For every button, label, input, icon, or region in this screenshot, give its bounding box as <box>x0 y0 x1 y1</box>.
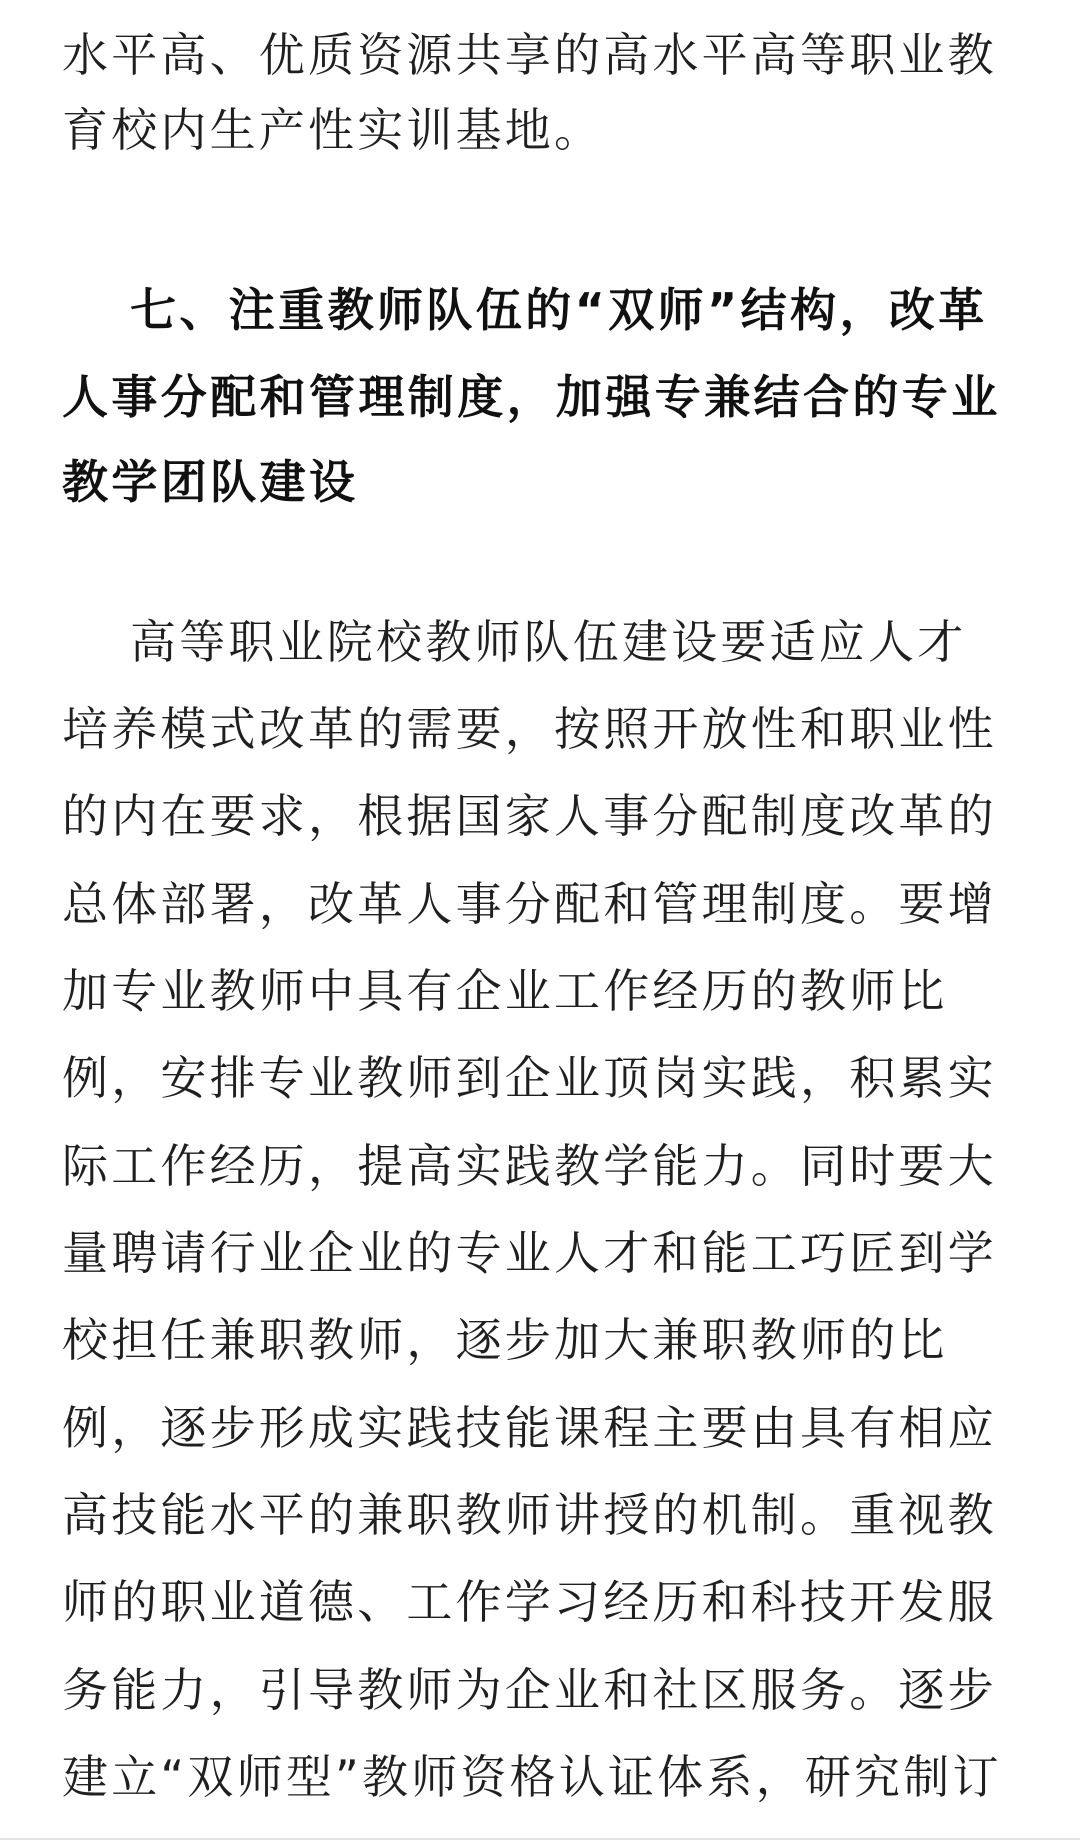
text-line: 际工作经历，提高实践教学能力。同时要大 <box>62 1139 997 1193</box>
text-line: 的内在要求，根据国家人事分配制度改革的 <box>62 789 997 843</box>
text-line: 高等职业院校教师队伍建设要适应人才 <box>130 615 967 669</box>
text-line: 培养模式改革的需要，按照开放性和职业性 <box>62 702 997 756</box>
heading-line: 教学团队建设 <box>62 455 359 509</box>
text-line: 校担任兼职教师，逐步加大兼职教师的比 <box>62 1313 948 1367</box>
text-line: 师的职业道德、工作学习经历和科技开发服 <box>62 1575 997 1629</box>
text-line: 例，安排专业教师到企业顶岗实践，积累实 <box>62 1051 997 1105</box>
text-line: 加专业教师中具有企业工作经历的教师比 <box>62 964 948 1018</box>
heading-line: 人事分配和管理制度，加强专兼结合的专业 <box>62 370 1001 424</box>
page-bottom-divider <box>0 1838 1080 1840</box>
text-line: 量聘请行业企业的专业人才和能工巧匠到学 <box>62 1226 997 1280</box>
text-line: 水平高、优质资源共享的高水平高等职业教 <box>62 28 997 82</box>
text-line: 育校内生产性实训基地。 <box>62 103 604 157</box>
text-line: 例，逐步形成实践技能课程主要由具有相应 <box>62 1401 997 1455</box>
text-line: 建立“双师型”教师资格认证体系，研究制订 <box>62 1750 1002 1804</box>
text-line: 务能力，引导教师为企业和社区服务。逐步 <box>62 1663 997 1717</box>
text-line: 高技能水平的兼职教师讲授的机制。重视教 <box>62 1488 997 1542</box>
heading-line: 七、注重教师队伍的“双师”结构，改革 <box>130 283 988 337</box>
text-line: 总体部署，改革人事分配和管理制度。要增 <box>62 877 997 931</box>
